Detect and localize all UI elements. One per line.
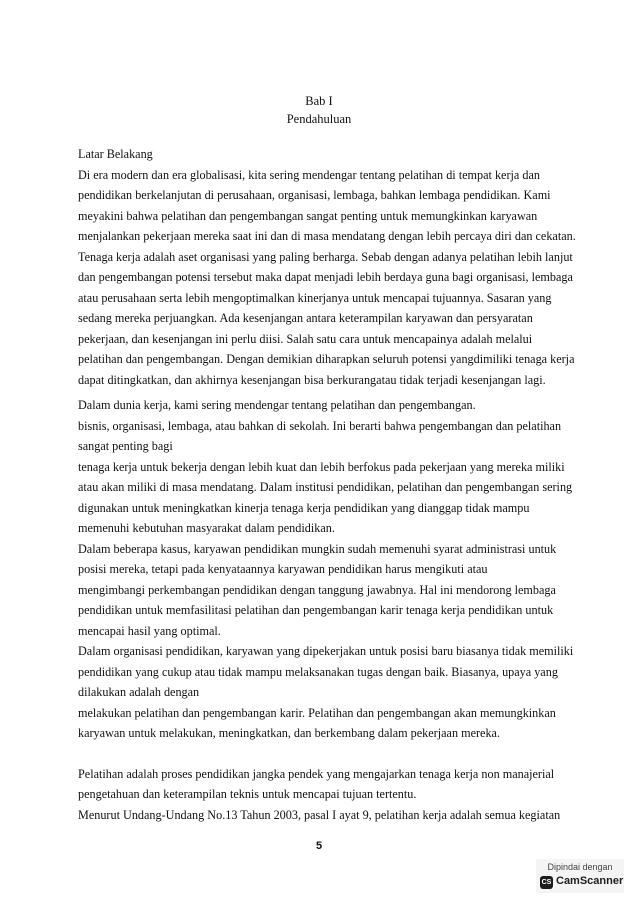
text-line: digunakan untuk meningkatkan kinerja tenaga kerja pendidikan yang dianggap tidak mampu xyxy=(78,500,530,515)
chapter-title: Pendahuluan xyxy=(286,112,352,126)
text-line: meyakini bahwa pelatihan dan pengembangan sangat penting untuk memungkinkan karyawan xyxy=(78,208,538,223)
paragraph-spacer xyxy=(78,744,578,764)
text-line: dapat ditingkatkan, dan akhirnya kesenjangan bisa berkurangatau tidak terjadi kesenjangan lagi. xyxy=(78,372,546,387)
text-line: mencapai hasil yang optimal. xyxy=(78,623,221,638)
text-line: pengetahuan dan keterampilan teknis untuk mencapai tujuan tertentu. xyxy=(78,787,417,801)
text-line: Dalam dunia kerja, kami sering mendengar tentang pelatihan dan pengembangan. xyxy=(78,398,476,412)
text-line: menjalankan pekerjaan mereka saat ini dan di masa mendatang dengan lebih percaya diri dan cekatan. xyxy=(78,229,576,243)
text-line: pendidikan berkelanjutan di perusahaan, organisasi, lembaga, bahkan lembaga pendidikan. Kami xyxy=(78,188,551,202)
text-line: Dalam organisasi pendidikan, karyawan yang dipekerjakan untuk posisi baru biasanya tidak memiliki xyxy=(78,644,574,658)
watermark-caption: Dipindai dengan xyxy=(547,862,613,872)
text-line: dan pengembangan potensi tersebut maka dapat menjadi lebih berdaya guna bagi organisasi, lembaga xyxy=(78,270,573,284)
text-line: sedang mereka perjuangkan. Ada kesenjangan antara keterampilan karyawan dan persyaratan xyxy=(78,311,533,325)
text-line: Di era modern dan era globalisasi, kita sering mendengar tentang pelatihan di tempat kerja dan xyxy=(78,167,540,182)
text-line: pekerjaan, dan kesenjangan ini perlu diisi. Salah satu cara untuk mencapainya adalah melalui xyxy=(78,331,533,346)
camscanner-logo-icon: CS xyxy=(540,876,553,889)
text-line: dilakukan adalah dengan xyxy=(78,685,200,699)
text-line: sangat penting bagi xyxy=(78,439,173,453)
chapter-heading: Bab I xyxy=(305,94,333,108)
text-line: atau akan miliki di masa mendatang. Dalam institusi pendidikan, pelatihan dan pengembangan sering xyxy=(78,480,573,494)
section-heading: Latar Belakang xyxy=(78,147,153,161)
text-line: Dalam beberapa kasus, karyawan pendidikan mungkin sudah memenuhi syarat administrasi untuk xyxy=(78,541,557,556)
text-line: bisnis, organisasi, lembaga, atau bahkan di sekolah. Ini berarti bahwa pengembangan dan pelatihan xyxy=(78,418,562,433)
text-line: posisi mereka, tetapi pada kenyataannya karyawan pendidikan harus mengikuti atau xyxy=(78,562,488,576)
document-body xyxy=(78,144,578,825)
text-line: pelatihan dan pengembangan. Dengan demikian diharapkan seluruh potensi yangdimiliki tenaga kerja xyxy=(78,352,575,366)
text-line: tenaga kerja untuk bekerja dengan lebih kuat dan lebih berfokus pada pekerjaan yang mereka miliki xyxy=(78,459,565,474)
text-line: karyawan untuk melakukan, meningkatkan, dan berkembang dalam pekerjaan mereka. xyxy=(78,726,500,740)
watermark-brand: CamScanner xyxy=(556,875,624,887)
text-line: Pelatihan adalah proses pendidikan jangka pendek yang mengajarkan tenaga kerja non manajerial xyxy=(78,766,555,781)
page-number: 5 xyxy=(315,840,323,852)
text-line: melakukan pelatihan dan pengembangan karir. Pelatihan dan pengembangan akan memungkinkan xyxy=(78,705,556,720)
paragraph-1 xyxy=(78,165,578,391)
camscanner-watermark xyxy=(536,859,624,893)
text-line: mengimbangi perkembangan pendidikan dengan tanggung jawabnya. Hal ini mendorong lembaga xyxy=(78,582,556,597)
text-line: atau perusahaan serta lebih mengoptimalkan kinerjanya untuk mencapai tujuannya. Sasaran yang xyxy=(78,290,552,305)
paragraph-2 xyxy=(78,395,578,744)
text-line: pendidikan yang cukup atau tidak mampu melaksanakan tugas dengan baik. Biasanya, upaya yang xyxy=(78,664,558,679)
paragraph-3 xyxy=(78,764,578,826)
text-line: Tenaga kerja adalah aset organisasi yang paling berharga. Sebab dengan adanya pelatihan lebih lanjut xyxy=(78,249,573,264)
text-line: Menurut Undang-Undang No.13 Tahun 2003, pasal I ayat 9, pelatihan kerja adalah semua kegiatan xyxy=(78,807,561,822)
text-line: memenuhi kebutuhan masyarakat dalam pendidikan. xyxy=(78,521,335,535)
text-line: pendidikan untuk memfasilitasi pelatihan dan pengembangan karir tenaga kerja pendidikan untuk xyxy=(78,603,554,617)
